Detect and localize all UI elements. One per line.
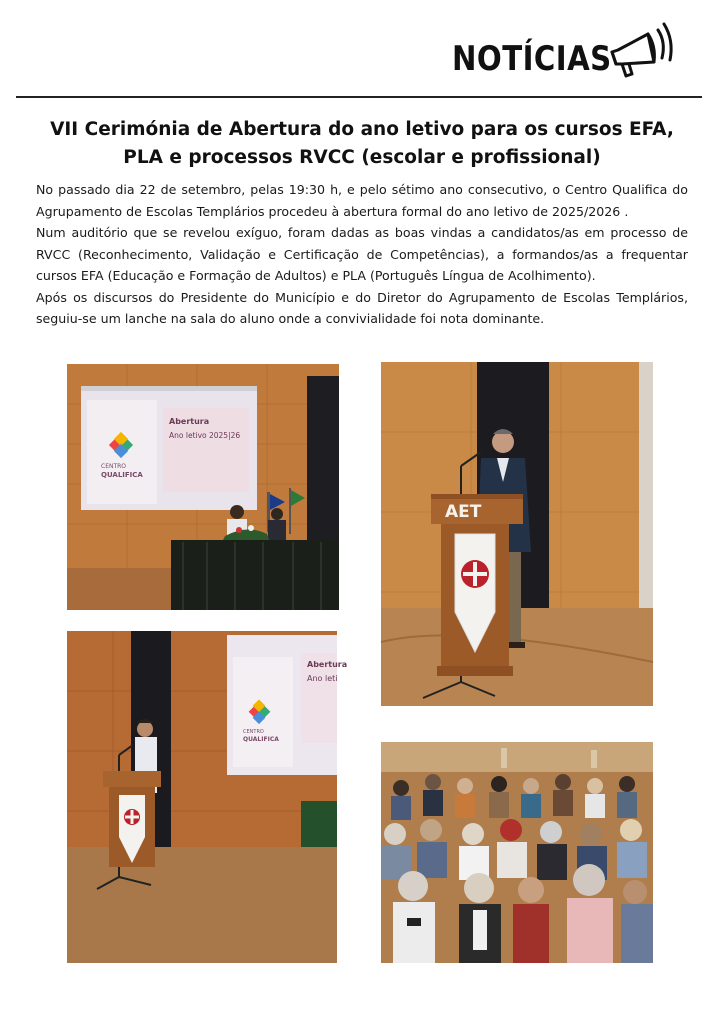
article-paragraph: Num auditório que se revelou exíguo, foram dadas as boas vindas a candidatos/as em processo de RVCC (Reconhecimento, Validação e Certificação de Competências), a formandos/as a frequentar cursos EFA (Educação e Formação de Adultos) e PLA (Português Língua de Acolhimento). [36, 225, 688, 283]
logo-line-1: CENTRO [101, 463, 127, 470]
article-title [30, 116, 694, 172]
section-title: NOTÍCIAS [452, 39, 612, 79]
slide-title-line-2: Ano letivo 2025|26 [169, 431, 241, 440]
svg-text:Ano leti: Ano leti [307, 674, 338, 683]
photo-audience [381, 742, 653, 963]
megaphone-icon [604, 18, 676, 80]
article-paragraph: Após os discursos do Presidente do Município e do Diretor do Agrupamento de Escolas Templários, seguiu-se um lanche na sala do aluno onde a convivialidade foi nota dominante. [36, 289, 688, 326]
photo-speaker-president [381, 362, 653, 706]
photo-speaker-director [67, 631, 348, 963]
article-paragraph: No passado dia 22 de setembro, pelas 19:30 h, e pelo sétimo ano consecutivo, o Centro Qualifica do Agrupamento de Escolas Templários procedeu à abertura formal do ano letivo de 2025/2026 . [36, 182, 688, 219]
article-title-line-2: PLA e processos RVCC (escolar e profissional) [123, 147, 601, 168]
logo-line-2: QUALIFICA [101, 471, 143, 479]
header-divider [16, 96, 702, 98]
article-body [36, 179, 688, 330]
photo-opening-table [67, 364, 339, 610]
svg-text:Abertura: Abertura [307, 660, 348, 669]
article-title-line-1: VII Cerimónia de Abertura do ano letivo para os cursos EFA, [50, 119, 674, 140]
svg-text:QUALIFICA: QUALIFICA [243, 736, 279, 743]
svg-text:CENTRO: CENTRO [243, 729, 264, 735]
slide-title-line-1: Abertura [169, 417, 210, 426]
lectern-label: AET [445, 502, 482, 522]
